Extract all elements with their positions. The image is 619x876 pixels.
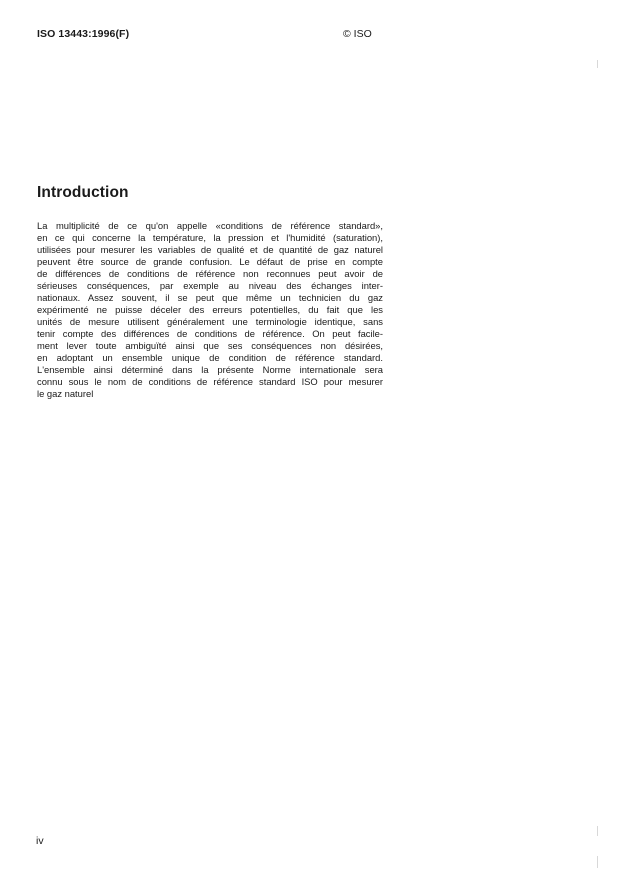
paragraph-line: expérimenté ne puisse déceler des erreurs potentielles, du fait que les bbox=[37, 304, 383, 315]
scan-artifact bbox=[597, 826, 598, 836]
standard-reference: ISO 13443:1996(F) bbox=[37, 28, 130, 40]
paragraph-line: La multiplicité de ce qu'on appelle «conditions de référence standard», bbox=[37, 220, 383, 231]
paragraph-line: sérieuses conséquences, par exemple au niveau des échanges inter- bbox=[37, 280, 383, 291]
paragraph-line: de différences de conditions de référence non reconnues peut avoir de bbox=[37, 268, 383, 279]
paragraph-line: peuvent être source de grande confusion. Le défaut de prise en compte bbox=[37, 256, 383, 267]
paragraph-line: utilisées pour mesurer les variables de qualité et de quantité de gaz naturel bbox=[37, 244, 383, 255]
page-number: iv bbox=[36, 835, 44, 847]
paragraph-line: nationaux. Assez souvent, il se peut que même un technicien du gaz bbox=[37, 292, 383, 303]
scan-artifact bbox=[597, 60, 598, 68]
paragraph-line: connu sous le nom de conditions de référence standard ISO pour mesurer bbox=[37, 376, 383, 387]
paragraph-line: L'ensemble ainsi déterminé dans la présente Norme internationale sera bbox=[37, 364, 383, 375]
paragraph-line: en ce qui concerne la température, la pression et l'humidité (saturation), bbox=[37, 232, 383, 243]
introduction-paragraph bbox=[37, 220, 383, 400]
copyright-notice: © ISO bbox=[343, 28, 372, 40]
paragraph-line: tenir compte des différences de conditions de référence. On peut facile- bbox=[37, 328, 383, 339]
scan-artifact bbox=[597, 856, 598, 868]
paragraph-line: le gaz naturel bbox=[37, 388, 94, 399]
paragraph-line: en adoptant un ensemble unique de condition de référence standard. bbox=[37, 352, 383, 363]
section-title: Introduction bbox=[37, 184, 129, 201]
paragraph-line: ment lever toute ambiguïté ainsi que ses conséquences non désirées, bbox=[37, 340, 383, 351]
paragraph-line: unités de mesure utilisent généralement une terminologie identique, sans bbox=[37, 316, 383, 327]
